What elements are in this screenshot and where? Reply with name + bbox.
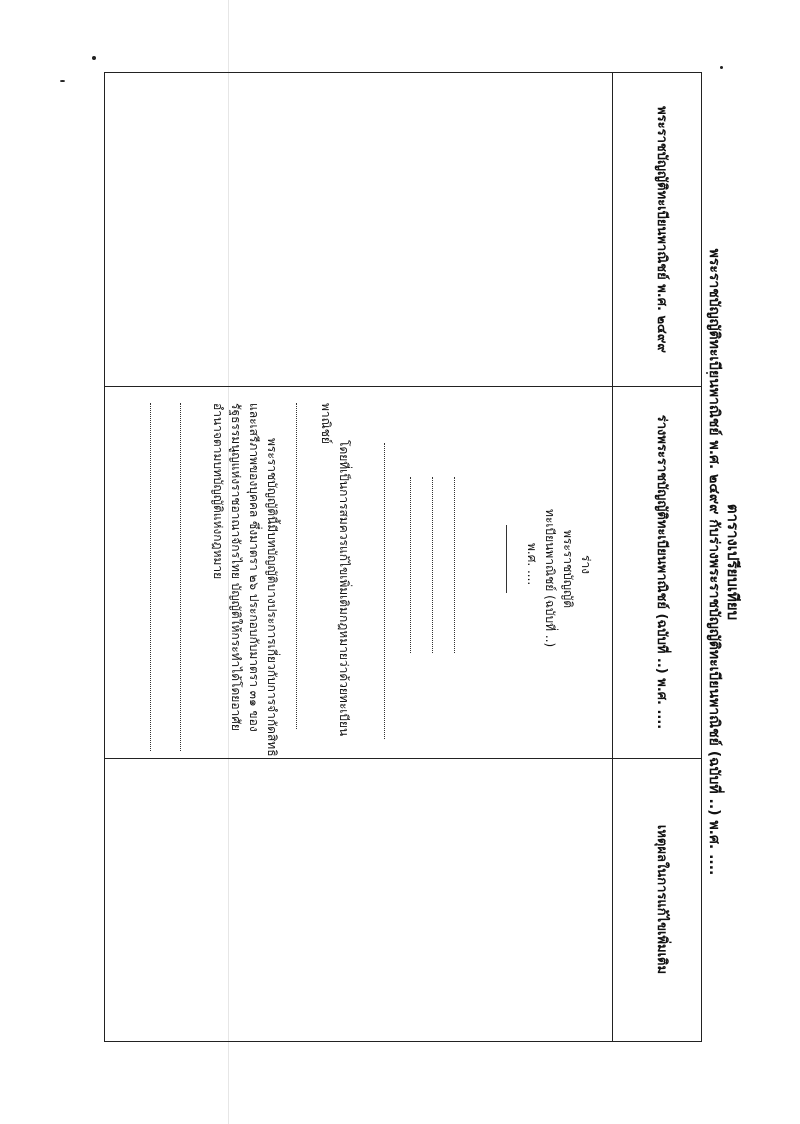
constitution-clause-line: รัฐธรรมนูญแห่งราชอาณาจักรไทย บัญญัติให้กระทำได้โดยอาศัย (229, 403, 243, 731)
comparison-table (104, 72, 702, 1042)
blank-line (432, 477, 433, 653)
column-header-current-act: พระราชบัญญัติทะเบียนพาณิชย์ พ.ศ. ๒๔๙๙ (654, 106, 669, 353)
constitution-clause-line: และเสรีภาพของบุคคล ซึ่งมาตรา ๒๖ ประกอบกับมาตรา ๓๑ ของ (247, 403, 261, 732)
header-divider (612, 73, 613, 1041)
blank-line (410, 477, 411, 653)
blank-line (454, 477, 455, 653)
column-header-reason: เหตุผลในการแก้ไขเพิ่มเติม (654, 824, 669, 975)
title-separator (506, 525, 507, 593)
column-header-draft-act: ร่างพระราชบัญญัติทะเบียนพาณิชย์ (ฉบับที่ ..) พ.ศ. .... (654, 414, 669, 730)
document-subtitle: พระราชบัญญัติทะเบียนพาณิชย์ พ.ศ. ๒๔๙๙ กับร่างพระราชบัญญัติทะเบียนพาณิชย์ (ฉบับที่ ..) พ.ศ. .... (706, 248, 722, 876)
blank-line (296, 403, 297, 729)
preamble-line: โดยที่เป็นการสมควรแก้ไขเพิ่มเติมกฎหมายว่าด้วยทะเบียน (337, 440, 351, 737)
draft-act-subject: ทะเบียนพาณิชย์ (ฉบับที่ ..) (543, 509, 557, 648)
draft-heading: ร่าง (579, 555, 593, 575)
blank-line (180, 403, 181, 751)
document-title: ตารางเปรียบเทียบ (724, 503, 742, 621)
blank-line (384, 443, 385, 739)
blank-line (150, 403, 151, 751)
draft-act-name: พระราชบัญญัติ (561, 530, 575, 608)
draft-act-year: พ.ศ. .... (525, 543, 539, 586)
constitution-clause-line: พระราชบัญญัตินี้มีบทบัญญัติบางประการเกี่ยวกับการจำกัดสิทธิ (265, 438, 279, 757)
preamble-line: พาณิชย์ (319, 403, 333, 444)
constitution-clause-line: อำนาจตามบทบัญญัติแห่งกฎหมาย (211, 403, 225, 580)
